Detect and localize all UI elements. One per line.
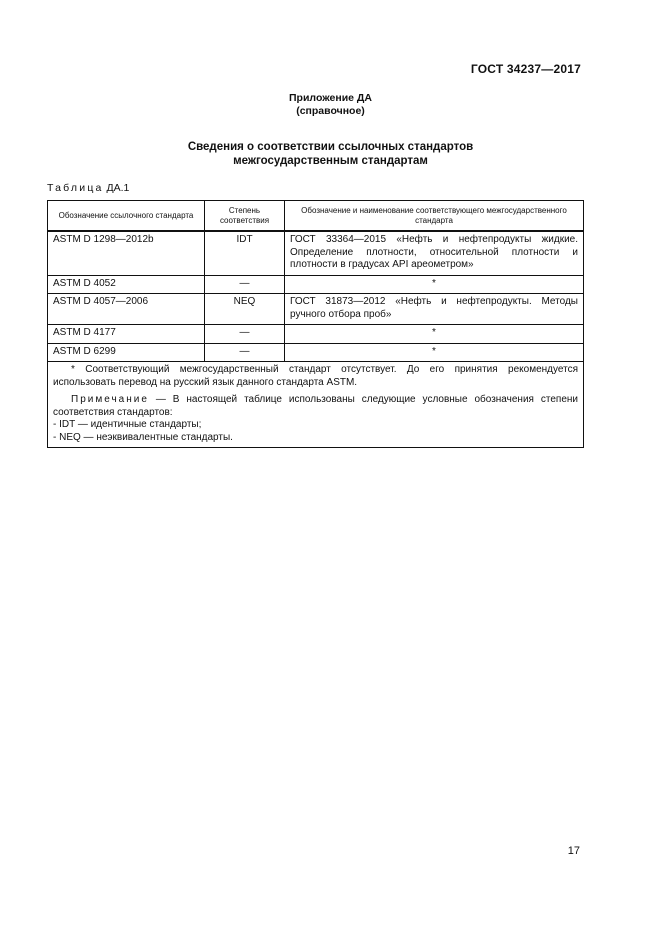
cell-interstate: *	[285, 275, 584, 294]
table-row	[48, 275, 584, 294]
section-title	[0, 140, 661, 168]
note-item: - IDT — идентичные стандарты;	[53, 419, 202, 430]
section-title-line2: межгосударственным стандартам	[233, 155, 428, 167]
document-code: ГОСТ 34237—2017	[470, 62, 581, 76]
note-text: — В настоящей таблице использованы следующие условные обозначения степени соответствия стандартов:	[53, 394, 578, 418]
table-header-row	[48, 201, 584, 232]
note-item: - NEQ — неэквивалентные стандарты.	[53, 431, 233, 443]
cell-degree: —	[205, 275, 285, 294]
note-label: Примечание	[71, 394, 149, 405]
cell-degree: —	[205, 343, 285, 362]
note-paragraph	[53, 394, 578, 419]
table-caption-number: ДА.1	[106, 182, 130, 194]
cell-interstate: ГОСТ 31873—2012 «Нефть и нефтепродукты. Методы ручного отбора проб»	[285, 294, 584, 325]
cell-ref: ASTM D 4052	[48, 275, 205, 294]
table-row	[48, 343, 584, 362]
footnote-text: * Соответствующий межгосударственный стандарт отсутствует. До его принятия рекомендуется использовать перевод на русский язык данного стандарта ASTM.	[53, 364, 578, 388]
cell-ref: ASTM D 6299	[48, 343, 205, 362]
cell-degree: —	[205, 325, 285, 344]
cell-ref: ASTM D 4177	[48, 325, 205, 344]
table-footnote-row	[48, 362, 584, 448]
annex-heading	[0, 92, 661, 118]
cell-degree: NEQ	[205, 294, 285, 325]
cell-ref: ASTM D 4057—2006	[48, 294, 205, 325]
cell-interstate: ГОСТ 33364—2015 «Нефть и нефтепродукты жидкие. Определение плотности, относительной плотности и плотности в градусах API ареометром»	[285, 231, 584, 275]
table-caption	[47, 182, 129, 194]
annex-title: Приложение ДА	[289, 92, 372, 104]
table-row	[48, 294, 584, 325]
table-row	[48, 325, 584, 344]
page-number: 17	[567, 845, 580, 857]
cell-interstate: *	[285, 343, 584, 362]
column-header-ref: Обозначение ссылочного стандарта	[48, 201, 205, 232]
standards-table	[47, 200, 584, 448]
column-header-interstate: Обозначение и наименование соответствующего межгосударственного стандарта	[285, 201, 584, 232]
table-row	[48, 231, 584, 275]
cell-ref: ASTM D 1298—2012b	[48, 231, 205, 275]
cell-degree: IDT	[205, 231, 285, 275]
annex-subtitle: (справочное)	[296, 105, 365, 117]
column-header-degree: Степень соответствия	[205, 201, 285, 232]
table-footnote	[48, 362, 584, 448]
section-title-line1: Сведения о соответствии ссылочных стандартов	[187, 141, 474, 153]
table-caption-label: Таблица	[47, 182, 104, 194]
cell-interstate: *	[285, 325, 584, 344]
